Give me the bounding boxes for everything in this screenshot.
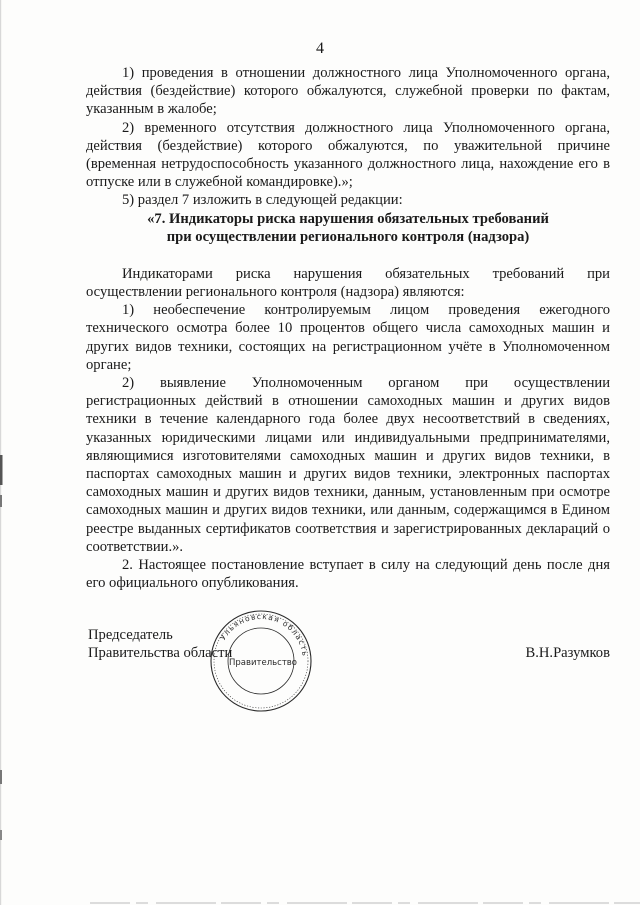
paragraph-item-1: 1) проведения в отношении должностного лица Уполномоченного органа, действия (бездействие) которого обжалуются, служебной проверки по фактам, указанным в жалобе;	[86, 65, 610, 118]
spacer	[86, 247, 610, 265]
signatory-name: В.Н.Разумков	[525, 645, 610, 661]
section-heading-line-2: при осуществлении регионального контроля (надзора)	[166, 229, 530, 246]
scan-edge-marks	[0, 0, 3, 905]
seal-ring-text: Ульяновская область	[218, 611, 310, 658]
paragraph-indicator-2: 2) выявление Уполномоченным органом при осуществлении регистрационных действий в отношении самоходных машин и других видов техники в течение календарного года более двух несоответствий в сведениях, указанных юридическими лицами или индивидуальными предпринимателями, являющимися изготовителями самоходных машин и других видов техники, в паспортах самоходных машин и других видов техники, электронных паспортах самоходных машин и других видов техники, данным, установленным при осмотре самоходных машин и других видов техники, или данным, содержащимся в Едином реестре выданных сертификатов соответствия и зарегистрированных деклараций о соответствии.».	[86, 375, 610, 555]
paragraph-item-2: 2) временного отсутствия должностного лица Уполномоченного органа, действия (бездействие) которого обжалуются, по уважительной причине (временная нетрудоспособность указанного должностного лица, нахождение его в отпуске или в служебной командировке).»;	[86, 119, 610, 191]
scan-bottom-edge	[0, 897, 640, 905]
paragraph-indicators-intro: Индикаторами риска нарушения обязательных требований при осуществлении регионального контроля (надзора) являются:	[86, 265, 610, 301]
section-heading-line-1: «7. Индикаторы риска нарушения обязательных требований	[147, 210, 549, 227]
signatory-title-line-1: Председатель	[88, 627, 173, 643]
section-heading	[86, 210, 610, 247]
document-body	[86, 64, 610, 592]
seal-center-text: Правительство	[229, 658, 297, 668]
paragraph-section-7-intro: 5) раздел 7 изложить в следующей редакции:	[122, 192, 403, 209]
paragraph-effective-date: 2. Настоящее постановление вступает в силу на следующий день после дня его официального опубликования.	[86, 557, 610, 592]
signatory-title-line-2: Правительства области	[88, 645, 233, 662]
paragraph-indicator-1: 1) необеспечение контролируемым лицом проведения ежегодного технического осмотра более 10 процентов общего числа самоходных машин и других видов техники, состоящих на регистрационном учёте в Уполномоченном органе;	[86, 302, 610, 373]
signature-block	[88, 626, 610, 663]
page-number: 4	[316, 40, 324, 57]
